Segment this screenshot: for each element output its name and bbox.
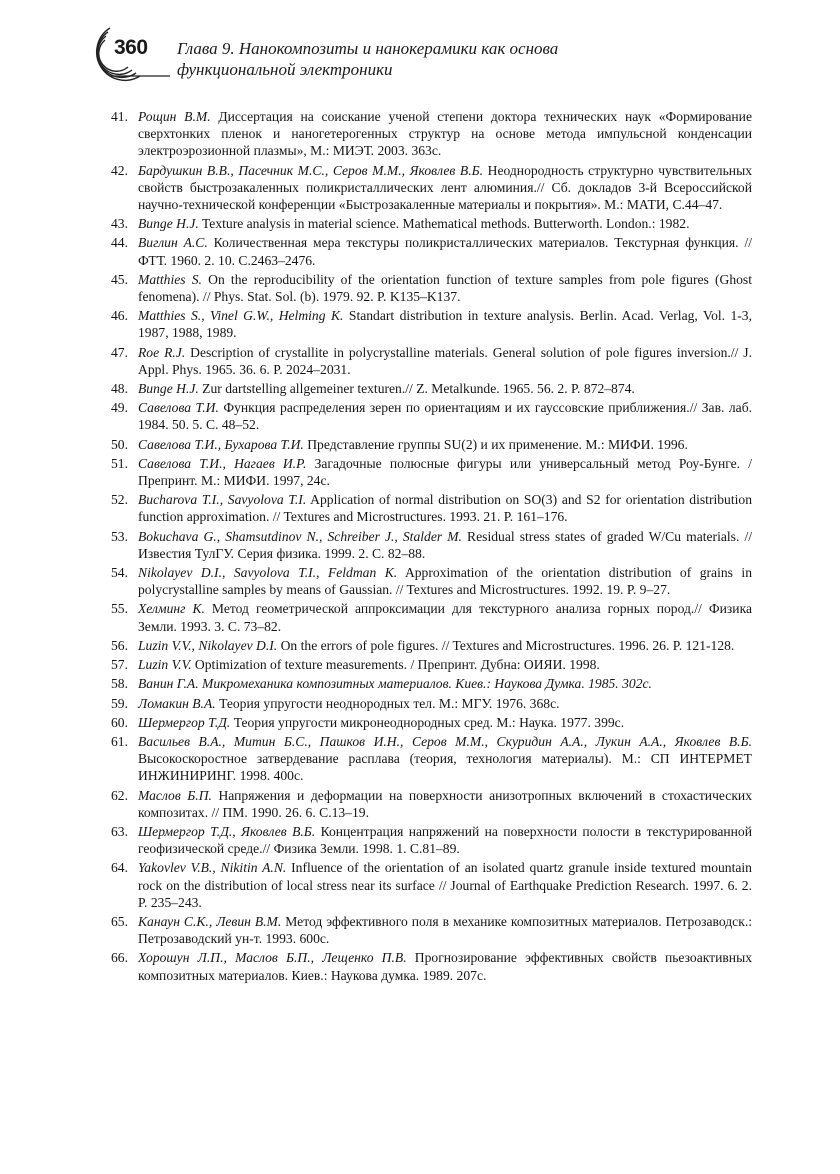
chapter-title-line-2: функциональной электроники (177, 60, 393, 79)
reference-item (104, 695, 752, 712)
reference-authors: Канаун С.К., Левин В.М. (138, 913, 282, 929)
reference-authors: Шермергор Т.Д., Яковлев В.Б. (138, 823, 316, 839)
reference-item (104, 271, 752, 305)
reference-body (138, 656, 752, 673)
reference-body (138, 271, 752, 305)
page-number: 360 (114, 36, 148, 59)
reference-authors: Савелова Т.И., Бухарова Т.И. (138, 436, 304, 452)
reference-number: 60. (111, 714, 128, 730)
reference-item (104, 491, 752, 525)
reference-body (138, 695, 752, 712)
reference-number: 59. (111, 695, 128, 711)
reference-item (104, 656, 752, 673)
reference-list (104, 108, 752, 986)
reference-authors: Савелова Т.И., Нагаев И.Р. (138, 455, 307, 471)
page-number-badge (70, 22, 170, 84)
reference-text: Residual stress states of graded W/Cu materials. // Известия ТулГУ. Серия физика. 1999. 2. С. 82–88. (138, 528, 753, 561)
reference-text: Представление группы SU(2) и их применение. М.: МИФИ. 1996. (303, 436, 688, 452)
reference-item (104, 859, 752, 911)
reference-number: 42. (111, 162, 128, 178)
reference-number: 57. (111, 657, 128, 673)
reference-number: 54. (111, 565, 128, 581)
reference-authors: Ванин Г.А. Микромеханика композитных материалов. Киев.: Наукова Думка. 1985. 302с. (138, 676, 652, 692)
reference-item (104, 949, 752, 983)
reference-item (104, 675, 752, 692)
chapter-title (177, 38, 737, 80)
reference-item (104, 234, 752, 268)
reference-authors: Бардушкин В.В., Пасечник М.С., Серов М.М., Яковлев В.Б. (138, 162, 484, 178)
reference-number: 45. (111, 271, 128, 287)
reference-number: 61. (111, 733, 128, 749)
reference-authors: Nikolayev D.I., Savyolova T.I., Feldman K. (138, 565, 398, 581)
reference-authors: Bucharova T.I., Savyolova T.I. (138, 492, 307, 508)
reference-text: Optimization of texture measurements. / Препринт. Дубна: ОИЯИ. 1998. (191, 657, 600, 673)
reference-body (138, 108, 752, 160)
reference-text: Диссертация на соискание ученой степени доктора технических наук «Формирование сверхтонких пленок и наногетерогенных структур на основе метода импульсной конденсации электроэрозионной плазмы», М.: МИЭТ. 2003. 363с. (138, 109, 752, 159)
reference-text: Теория упругости неоднородных тел. М.: МГУ. 1976. 368с. (215, 695, 560, 711)
reference-body (138, 307, 752, 341)
reference-number: 63. (111, 823, 128, 839)
reference-number: 41. (111, 109, 128, 124)
reference-item (104, 564, 752, 598)
reference-body (138, 733, 752, 785)
reference-text: Высокоскоростное затвердевание расплава (теория, технология материалы). М.: СП ИНТЕРМЕТ ИНЖИНИРИНГ. 1998. 400с. (138, 751, 752, 784)
reference-body (138, 823, 752, 857)
reference-body (138, 949, 752, 983)
reference-body (138, 380, 752, 397)
reference-number: 64. (111, 860, 128, 876)
reference-body (138, 436, 752, 453)
reference-item (104, 823, 752, 857)
reference-item (104, 600, 752, 634)
reference-text: Концентрация напряжений на поверхности полости в текстурированной геофизической среде.// Физика Земли. 1998. 1. С.81–89. (138, 823, 752, 857)
reference-body (138, 162, 752, 214)
reference-authors: Хорошун Л.П., Маслов Б.П., Лещенко П.В. (138, 950, 407, 966)
reference-item (104, 344, 752, 378)
reference-body (138, 787, 752, 821)
reference-text: Approximation of the orientation distribution of grains in polycrystalline samples by means of Gaussian. // Textures and Microstructures. 1992. 19. P. 9–27. (138, 565, 752, 598)
reference-authors: Bokuchava G., Shamsutdinov N., Schreiber J., Stalder M. (138, 528, 462, 544)
reference-item (104, 399, 752, 433)
reference-text: Influence of the orientation of an isolated quartz granule inside textured mountain rock on the distribution of local stress near its surface // Journal of Earthquake Prediction Research. 1997. 6. 2. P. 235–243. (138, 860, 752, 910)
reference-number: 51. (111, 455, 128, 471)
reference-text: Метод геометрической аппроксимации для текстурного анализа горных пород.// Физика Земли. 1993. 3. С. 73–82. (138, 601, 752, 634)
reference-item (104, 108, 752, 160)
reference-item (104, 733, 752, 785)
reference-item (104, 787, 752, 821)
reference-body (138, 913, 752, 947)
reference-authors: Маслов Б.П. (138, 787, 212, 803)
reference-number: 62. (111, 787, 128, 803)
reference-text: Теория упругости микронеоднородных сред. М.: Наука. 1977. 399с. (230, 714, 625, 730)
reference-text: Прогнозирование эффективных свойств пьезоактивных композитных материалов. Киев.: Наукова думка. 1989. 207с. (138, 950, 752, 983)
reference-text: Zur dartstelling allgemeiner texturen.// Z. Metalkunde. 1965. 56. 2. P. 872–874. (198, 381, 635, 397)
chapter-title-line-1: Глава 9. Нанокомпозиты и нанокерамики как основа (177, 39, 559, 58)
reference-number: 46. (111, 308, 128, 324)
reference-text: Standart distribution in texture analysis. Berlin. Acad. Verlag, Vol. 1-3, 1987, 1988, 1989. (138, 308, 752, 341)
reference-item (104, 528, 752, 562)
reference-body (138, 714, 752, 731)
reference-authors: Luzin V.V. (138, 657, 192, 673)
reference-authors: Bunge H.J. (138, 381, 199, 397)
reference-number: 66. (111, 950, 128, 966)
reference-number: 44. (111, 235, 128, 251)
reference-text: Неоднородность структурно чувствительных свойств быстрозакаленных поликристаллических лент алюминия.// Сб. докладов 3-й Всероссийской научно-технической конференции «Быстрозакаленные материалы и покрытия». М.: МАТИ, С.44–47. (138, 162, 752, 213)
reference-number: 56. (111, 637, 128, 653)
reference-text: Description of crystallite in polycrystalline materials. General solution of pole figures inversion.// J. Appl. Phys. 1965. 36. 6. P. 2024–2031. (138, 344, 752, 377)
reference-authors: Ломакин В.А. (138, 695, 216, 711)
reference-body (138, 491, 752, 525)
reference-body (138, 675, 752, 692)
reference-authors: Luzin V.V., Nikolayev D.I. (138, 637, 278, 653)
reference-number: 52. (111, 492, 128, 508)
reference-item (104, 162, 752, 214)
reference-authors: Matthies S., Vinel G.W., Helming K. (138, 308, 344, 324)
reference-authors: Рощин В.М. (138, 109, 211, 124)
reference-authors: Шермергор Т.Д. (138, 714, 231, 730)
reference-text: Texture analysis in material science. Mathematical methods. Butterworth. London.: 1982. (198, 216, 690, 232)
reference-body (138, 859, 752, 911)
reference-body (138, 564, 752, 598)
reference-item (104, 307, 752, 341)
reference-authors: Yakovlev V.B., Nikitin A.N. (138, 860, 287, 876)
reference-number: 65. (111, 913, 128, 929)
reference-text: Количественная мера текстуры поликристаллических материалов. Текстурная функция. // ФТТ. 1960. 2. 10. С.2463–2476. (138, 235, 752, 268)
reference-text: Функция распределения зерен по ориентациям и их гауссовские приближения.// Зав. лаб. 1984. 50. 5. С. 48–52. (138, 400, 753, 433)
reference-item (104, 436, 752, 453)
reference-number: 58. (111, 676, 128, 692)
reference-number: 43. (111, 216, 128, 232)
reference-number: 47. (111, 344, 128, 360)
reference-authors: Roe R.J. (138, 344, 186, 360)
reference-item (104, 455, 752, 489)
reference-item (104, 215, 752, 232)
reference-item (104, 637, 752, 654)
reference-body (138, 399, 752, 433)
reference-item (104, 913, 752, 947)
reference-number: 49. (111, 400, 128, 416)
reference-authors: Васильев В.А., Митин Б.С., Пашков И.Н., Серов М.М., Скуридин А.А., Лукин А.А., Яковлев В.Б. (138, 733, 752, 749)
reference-text: Application of normal distribution on SO(3) and S2 for orientation distribution function approximation. // Textures and Microstructures. 1993. 21. P. 161–176. (138, 492, 752, 525)
reference-text: On the reproducibility of the orientation function of texture samples from pole figures (Ghost fenomena). // Phys. Stat. Sol. (b). 1979. 92. P. K135–K137. (138, 271, 752, 305)
reference-text: On the errors of pole figures. // Textures and Microstructures. 1996. 26. P. 121-128. (277, 637, 735, 653)
reference-authors: Савелова Т.И. (138, 400, 219, 416)
reference-text: Загадочные полюсные фигуры или универсальный метод Роу-Бунге. / Препринт. М.: МИФИ. 1997, 24с. (138, 455, 752, 489)
reference-number: 48. (111, 381, 128, 397)
reference-item (104, 380, 752, 397)
reference-authors: Виглин А.С. (138, 235, 208, 251)
reference-number: 50. (111, 436, 128, 452)
reference-body (138, 455, 752, 489)
reference-number: 53. (111, 528, 128, 544)
reference-body (138, 528, 752, 562)
reference-body (138, 637, 752, 654)
page-header (70, 22, 790, 92)
reference-number: 55. (111, 601, 128, 617)
reference-authors: Хелминг К. (138, 601, 205, 617)
reference-body (138, 215, 752, 232)
reference-body (138, 234, 752, 268)
reference-authors: Bunge H.J. (138, 216, 199, 232)
reference-body (138, 600, 752, 634)
reference-item (104, 714, 752, 731)
reference-body (138, 344, 752, 378)
reference-text: Напряжения и деформации на поверхности анизотропных включений в стохастических композитах. // ПМ. 1990. 26. 6. С.13–19. (138, 787, 752, 820)
reference-text: Метод эффективного поля в механике композитных материалов. Петрозаводск.: Петрозаводский ун-т. 1993. 600с. (138, 913, 752, 947)
reference-authors: Matthies S. (138, 271, 202, 287)
